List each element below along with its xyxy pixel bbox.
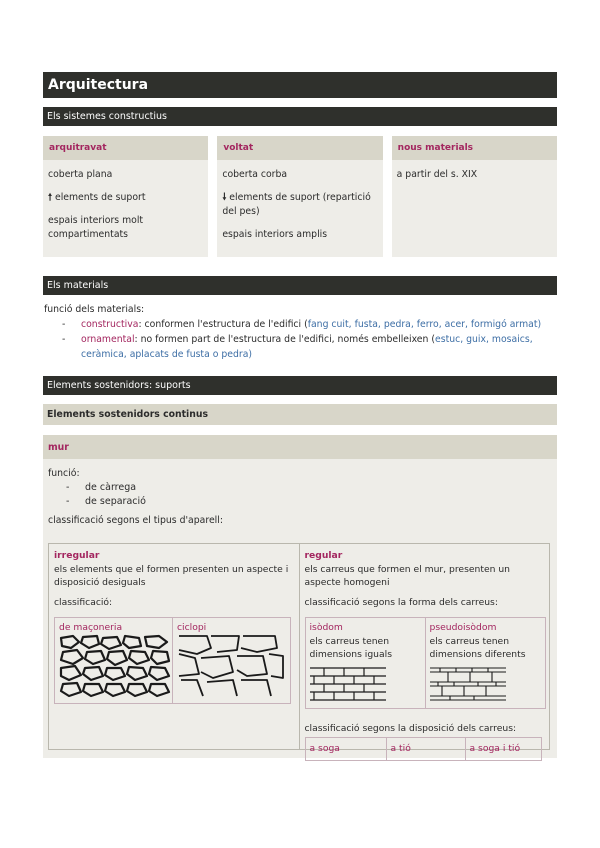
page xyxy=(43,72,557,758)
type-desc: els carreus tenen dimensions diferents xyxy=(429,635,526,660)
column-head: nous materials xyxy=(392,136,557,160)
ciclopi-illustration xyxy=(177,634,285,698)
type-pseudoisodom xyxy=(425,618,545,708)
mur-heading: mur xyxy=(43,435,557,459)
list-item: - de càrrega xyxy=(66,481,552,495)
column-arquitravat xyxy=(43,136,208,257)
column-item: coberta corba xyxy=(222,169,288,180)
disposicio-item: a soga i tió xyxy=(465,738,541,760)
aparell-table xyxy=(48,543,550,755)
maconeria-illustration xyxy=(59,634,171,698)
column-head: arquitravat xyxy=(43,136,208,160)
type-maconeria xyxy=(55,618,172,703)
column-head: voltat xyxy=(217,136,382,160)
irregular-column xyxy=(49,544,299,749)
mur-panel xyxy=(43,435,557,758)
column-item: espais interiors molt compartimentats xyxy=(48,215,144,240)
irregular-desc: els elements que el formen presenten un aspecte i disposició desiguals xyxy=(54,563,289,588)
irregular-types xyxy=(54,617,291,704)
type-label: isòdom xyxy=(309,622,343,633)
funcio-label: funció: xyxy=(48,468,80,479)
column-item: coberta plana xyxy=(48,169,113,180)
column-item: 🠗 elements de suport (repartició del pes) xyxy=(222,192,371,217)
list-item: - constructiva: conformen l'estructura de l'edifici (fang cuit, fusta, pedra, ferro, acer, formigó armat) xyxy=(62,317,557,332)
regular-forma-types xyxy=(305,617,546,709)
section-header-supports: Elements sostenidors: suports xyxy=(43,376,557,395)
type-label: pseudoisòdom xyxy=(429,622,497,633)
section-header-materials: Els materials xyxy=(43,276,557,295)
arrow-up-icon: 🠕 xyxy=(48,192,52,203)
pseudoisodom-illustration xyxy=(430,666,506,704)
subheader-continus: Elements sostenidors continus xyxy=(43,404,557,425)
irregular-class-label: classificació: xyxy=(54,596,113,608)
regular-column xyxy=(299,544,550,755)
regular-class-forma: classificació segons la forma dels carreus: xyxy=(304,596,498,608)
materials-block xyxy=(43,295,557,362)
type-ciclopi xyxy=(172,618,290,703)
regular-desc: els carreus que formen el mur, presenten un aspecte homogeni xyxy=(304,563,510,588)
classificacio-label: classificació segons el tipus d'aparell: xyxy=(48,515,223,526)
section-header-constructive: Els sistemes constructius xyxy=(43,107,557,126)
materials-intro: funció dels materials: xyxy=(44,304,145,315)
isodom-illustration xyxy=(310,666,386,704)
list-item: - de separació xyxy=(66,495,552,509)
regular-title: regular xyxy=(304,550,343,561)
page-title: Arquitectura xyxy=(43,72,557,98)
column-nous-materials xyxy=(392,136,557,257)
type-desc: els carreus tenen dimensions iguals xyxy=(309,635,392,660)
list-item: - ornamental: no formen part de l'estructura de l'edifici, només embelleixen (estuc, guix, mosaics, ceràmica, aplacats de fusta o pedra) xyxy=(62,332,557,362)
regular-class-disposicio: classificació segons la disposició dels carreus: xyxy=(304,723,517,734)
type-label: ciclopi xyxy=(177,622,207,633)
type-label: de maçoneria xyxy=(59,622,123,633)
disposicio-types xyxy=(305,737,542,761)
disposicio-item: a tió xyxy=(386,738,465,760)
disposicio-item: a soga xyxy=(309,743,340,755)
constructive-columns xyxy=(43,136,557,257)
type-isodom xyxy=(306,618,425,708)
column-voltat xyxy=(217,136,382,257)
column-item: a partir del s. XIX xyxy=(396,169,478,180)
irregular-title: irregular xyxy=(54,550,100,561)
column-item: espais interiors amplis xyxy=(222,229,328,240)
column-item: 🠕 elements de suport xyxy=(48,192,146,203)
arrow-down-icon: 🠗 xyxy=(222,192,227,203)
